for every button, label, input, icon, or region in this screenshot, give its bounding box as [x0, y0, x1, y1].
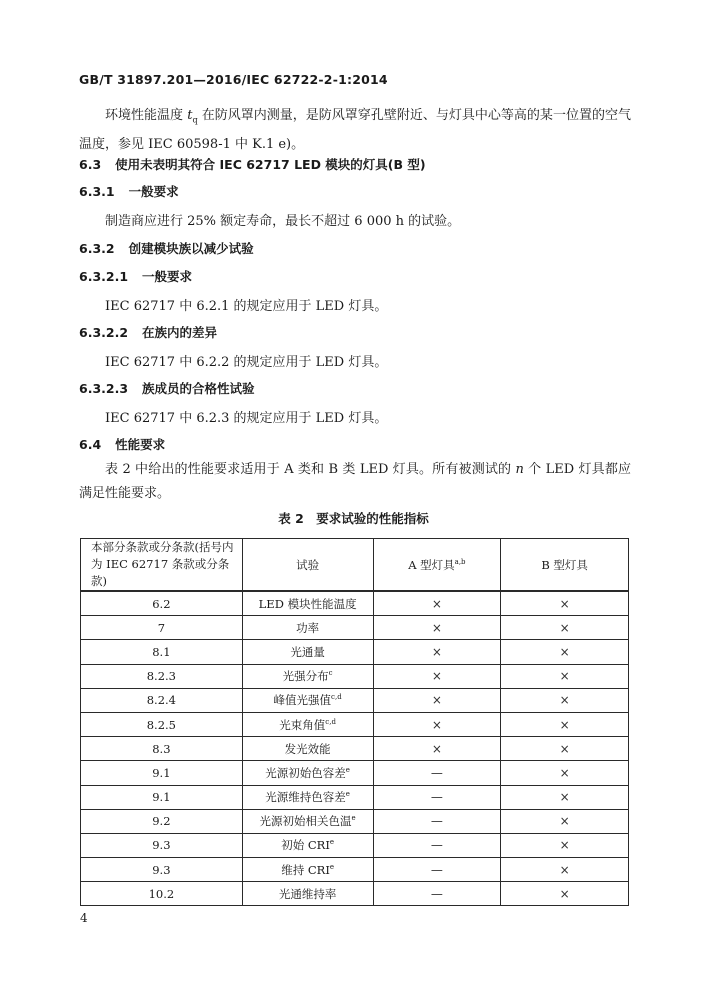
table-row [81, 591, 629, 616]
cell-test: 初始 CRI$^e$ [242, 833, 373, 857]
cell-test: 峰值光强值$^{c,d}$ [242, 688, 373, 712]
table-row [81, 688, 629, 712]
cell-clause: 9.3 [81, 833, 243, 857]
text-6-4: 表 2 中给出的性能要求适用于 A 类和 B 类 LED 灯具。所有被测试的 n 个 LED 灯具都应满足性能要求。 [79, 462, 631, 501]
cell-clause: 7 [81, 616, 243, 640]
table-header-row [81, 539, 629, 592]
heading-6-3: 6.3 使用未表明其符合 IEC 62717 LED 模块的灯具(B 型) [79, 157, 426, 172]
table-row [81, 882, 629, 906]
cell-clause: 9.1 [81, 785, 243, 809]
table-row [81, 785, 629, 809]
cell-type-b: × [501, 785, 629, 809]
heading-6-3-2-3: 6.3.2.3 族成员的合格性试验 [79, 381, 255, 396]
table-row [81, 833, 629, 857]
cell-type-b: × [501, 737, 629, 761]
cell-type-a: — [373, 833, 501, 857]
cell-clause: 9.3 [81, 858, 243, 882]
heading-6-3-2: 6.3.2 创建模块族以减少试验 [79, 241, 254, 256]
cell-clause: 6.2 [81, 591, 243, 616]
footnote-ref: e [351, 814, 356, 823]
cell-type-b: × [501, 640, 629, 664]
header-clause: 本部分条款或分条款(括号内为 IEC 62717 条款或分条款) [81, 539, 243, 592]
cell-type-a: — [373, 882, 501, 906]
cell-test: 光源维持色容差$^e$ [242, 785, 373, 809]
heading-6-3-2-2: 6.3.2.2 在族内的差异 [79, 325, 218, 340]
footnote-ref: e [329, 862, 335, 871]
header-test: 试验 [242, 539, 373, 592]
page-number: 4 [80, 911, 88, 925]
sample-count-variable: n [515, 462, 524, 477]
cell-type-b: × [501, 761, 629, 785]
cell-type-b: × [501, 688, 629, 712]
footnote-ref: c [328, 669, 333, 678]
heading-6-4: 6.4 性能要求 [79, 437, 166, 452]
cell-type-b: × [501, 809, 629, 833]
footnote-ref: e [329, 838, 335, 847]
cell-clause: 8.2.5 [81, 712, 243, 736]
cell-type-a: × [373, 737, 501, 761]
cell-type-a: × [373, 591, 501, 616]
cell-clause: 10.2 [81, 882, 243, 906]
table-body [81, 591, 629, 906]
text-6-3-2-3: IEC 62717 中 6.2.3 的规定应用于 LED 灯具。 [105, 411, 388, 426]
cell-clause: 8.1 [81, 640, 243, 664]
table-row [81, 712, 629, 736]
text-6-3-2-2: IEC 62717 中 6.2.2 的规定应用于 LED 灯具。 [105, 355, 388, 370]
table-row [81, 858, 629, 882]
cell-test: 光通量 [242, 640, 373, 664]
cell-test: 维持 CRI$^e$ [242, 858, 373, 882]
cell-type-a: × [373, 616, 501, 640]
intro-paragraph: 环境性能温度 $t_q$ 在防风罩内测量，是防风罩穿孔壁附近、与灯具中心等高的某一位置的空气温度，参见 IEC 60598-1 中 K.1 e)。 [79, 108, 631, 152]
temperature-variable: t [187, 108, 193, 123]
cell-clause: 8.3 [81, 737, 243, 761]
cell-test: 发光效能 [242, 737, 373, 761]
header-type-b: B 型灯具 [501, 539, 629, 592]
cell-test: 功率 [242, 616, 373, 640]
text-6-3-2-1: IEC 62717 中 6.2.1 的规定应用于 LED 灯具。 [105, 299, 388, 314]
cell-type-a: — [373, 761, 501, 785]
cell-test: LED 模块性能温度 [242, 591, 373, 616]
cell-test: 光束角值$^{c,d}$ [242, 712, 373, 736]
cell-clause: 9.2 [81, 809, 243, 833]
footnote-ref: c,d [325, 717, 336, 726]
footnote-ref: c,d [331, 693, 342, 702]
footnote-ref: e [345, 790, 350, 799]
cell-type-b: × [501, 712, 629, 736]
cell-type-b: × [501, 882, 629, 906]
cell-type-b: × [501, 664, 629, 688]
cell-test: 光源初始相关色温$^e$ [242, 809, 373, 833]
table-row [81, 664, 629, 688]
table-row [81, 737, 629, 761]
heading-6-3-1: 6.3.1 一般要求 [79, 184, 179, 199]
table-title: 表 2 要求试验的性能指标 [278, 511, 429, 526]
heading-6-3-2-1: 6.3.2.1 一般要求 [79, 269, 193, 284]
header-type-a: A 型灯具$^{a,b}$ [373, 539, 501, 592]
standard-number-header: GB/T 31897.201—2016/IEC 62722-2-1:2014 [79, 72, 388, 87]
cell-type-a: — [373, 858, 501, 882]
cell-clause: 8.2.3 [81, 664, 243, 688]
cell-type-a: — [373, 809, 501, 833]
performance-table [80, 538, 629, 906]
cell-type-a: × [373, 712, 501, 736]
footnote-ref: e [345, 766, 350, 775]
cell-clause: 8.2.4 [81, 688, 243, 712]
cell-type-b: × [501, 858, 629, 882]
cell-type-a: × [373, 640, 501, 664]
table-row [81, 761, 629, 785]
cell-test: 光通维持率 [242, 882, 373, 906]
table-row [81, 640, 629, 664]
table-row [81, 616, 629, 640]
cell-type-b: × [501, 833, 629, 857]
cell-test: 光源初始色容差$^e$ [242, 761, 373, 785]
cell-type-b: × [501, 616, 629, 640]
cell-type-a: × [373, 688, 501, 712]
cell-type-a: × [373, 664, 501, 688]
table-row [81, 809, 629, 833]
text-6-3-1: 制造商应进行 25% 额定寿命，最长不超过 6 000 h 的试验。 [105, 214, 461, 229]
cell-type-b: × [501, 591, 629, 616]
cell-type-a: — [373, 785, 501, 809]
cell-test: 光强分布$^c$ [242, 664, 373, 688]
cell-clause: 9.1 [81, 761, 243, 785]
